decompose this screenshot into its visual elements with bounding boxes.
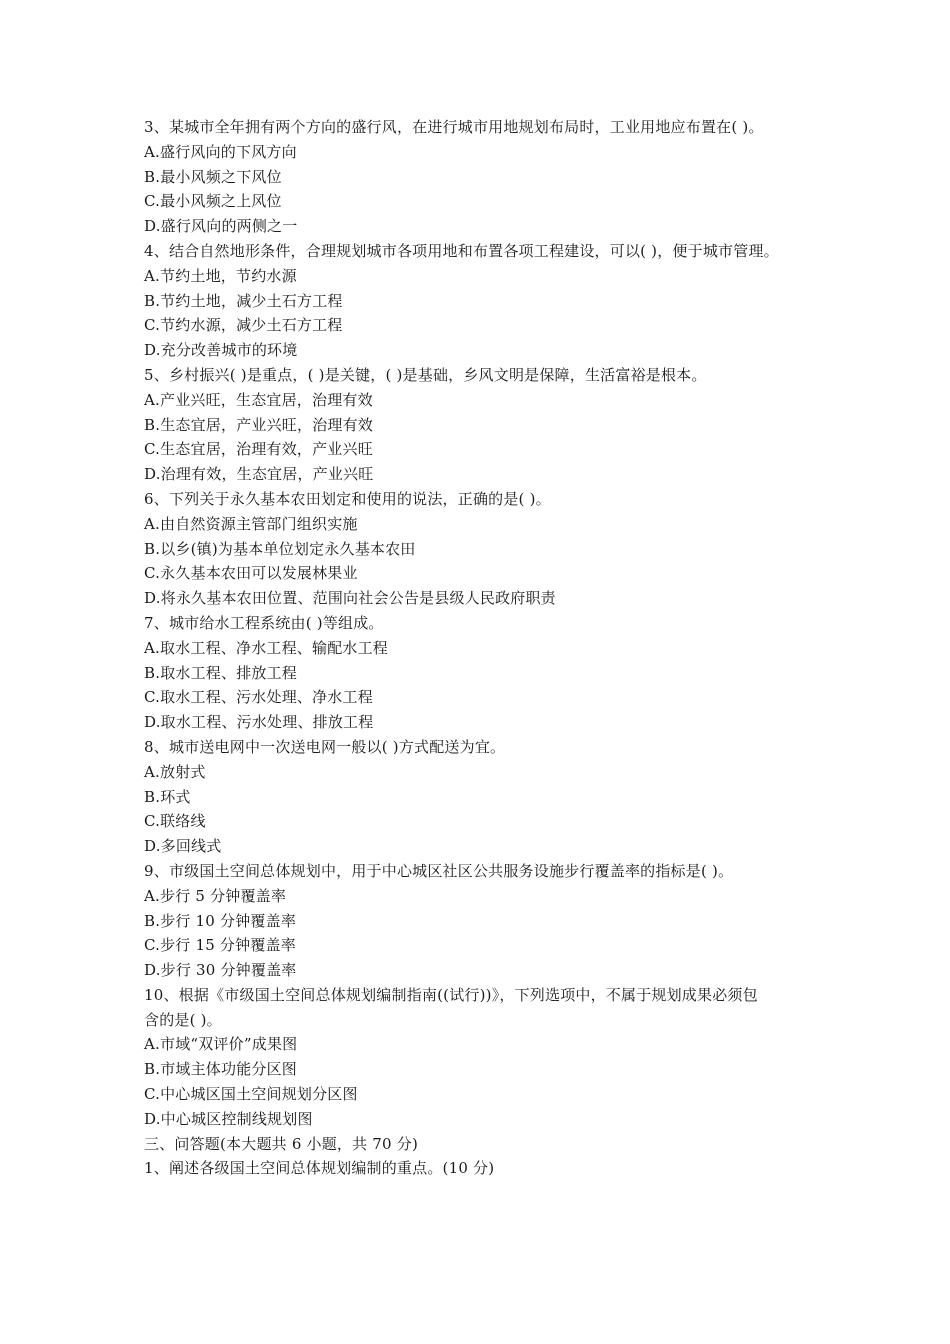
question-9-stem: 9、市级国土空间总体规划中，用于中心城区社区公共服务设施步行覆盖率的指标是( )。 xyxy=(144,861,734,880)
question-4-stem: 4、结合自然地形条件，合理规划城市各项用地和布置各项工程建设，可以( )，便于城市管理。 xyxy=(144,241,779,260)
question-6-option-b: B.以乡(镇)为基本单位划定永久基本农田 xyxy=(144,539,416,558)
question-9-option-c: C.步行 15 分钟覆盖率 xyxy=(144,936,296,955)
question-6-option-a: A.由自然资源主管部门组织实施 xyxy=(144,514,358,533)
question-9-option-d: D.步行 30 分钟覆盖率 xyxy=(144,961,297,980)
question-5-option-d: D.治理有效，生态宜居，产业兴旺 xyxy=(144,465,374,484)
question-4-option-a: A.节约土地，节约水源 xyxy=(144,266,297,285)
question-4-option-d: D.充分改善城市的环境 xyxy=(144,341,298,360)
question-10-option-d: D.中心城区控制线规划图 xyxy=(144,1109,313,1128)
question-10-stem-line-2: 含的是( )。 xyxy=(144,1010,222,1029)
question-8-option-a: A.放射式 xyxy=(144,762,206,781)
question-7-option-d: D.取水工程、污水处理、排放工程 xyxy=(144,713,374,732)
document-page xyxy=(144,115,824,1181)
question-5-option-c: C.生态宜居，治理有效，产业兴旺 xyxy=(144,440,373,459)
question-3-option-c: C.最小风频之上风位 xyxy=(144,192,282,211)
question-3-option-b: B.最小风频之下风位 xyxy=(144,167,282,186)
question-8-option-d: D.多回线式 xyxy=(144,837,222,856)
question-3-stem: 3、某城市全年拥有两个方向的盛行风，在进行城市用地规划布局时，工业用地应布置在( )。 xyxy=(144,118,764,136)
question-9-option-b: B.步行 10 分钟覆盖率 xyxy=(144,911,297,930)
question-5-stem: 5、乡村振兴( )是重点，( )是关键，( )是基础，乡风文明是保障，生活富裕是根本。 xyxy=(144,365,707,384)
question-10-option-b: B.市域主体功能分区图 xyxy=(144,1060,297,1079)
question-3-option-d: D.盛行风向的两侧之一 xyxy=(144,217,298,236)
question-8-option-b: B.环式 xyxy=(144,787,191,806)
section-heading: 三、问答题(本大题共 6 小题，共 70 分) xyxy=(144,1134,419,1153)
question-8-option-c: C.联络线 xyxy=(144,812,206,831)
question-4-option-c: C.节约水源，减少土石方工程 xyxy=(144,316,343,335)
question-6-stem: 6、下列关于永久基本农田划定和使用的说法，正确的是( )。 xyxy=(144,489,551,508)
essay-question-1: 1、阐述各级国土空间总体规划编制的重点。(10 分) xyxy=(144,1159,495,1178)
question-10-option-a: A.市域“双评价”成果图 xyxy=(144,1035,298,1054)
question-4-option-b: B.节约土地，减少土石方工程 xyxy=(144,291,343,310)
question-5-option-a: A.产业兴旺，生态宜居，治理有效 xyxy=(144,390,373,409)
question-8-stem: 8、城市送电网中一次送电网一般以( )方式配送为宜。 xyxy=(144,737,506,756)
question-9-option-a: A.步行 5 分钟覆盖率 xyxy=(144,886,287,905)
question-7-stem: 7、城市给水工程系统由( )等组成。 xyxy=(144,613,384,632)
question-7-option-a: A.取水工程、净水工程、输配水工程 xyxy=(144,638,389,657)
question-7-option-b: B.取水工程、排放工程 xyxy=(144,663,297,682)
question-10-option-c: C.中心城区国土空间规划分区图 xyxy=(144,1085,358,1104)
question-6-option-d: D.将永久基本农田位置、范围向社会公告是县级人民政府职责 xyxy=(144,589,556,608)
question-3-option-a: A.盛行风向的下风方向 xyxy=(144,142,297,161)
question-5-option-b: B.生态宜居，产业兴旺，治理有效 xyxy=(144,415,373,434)
question-6-option-c: C.永久基本农田可以发展林果业 xyxy=(144,564,358,583)
question-7-option-c: C.取水工程、污水处理、净水工程 xyxy=(144,688,373,707)
question-10-stem-line-1: 10、根据《市级国土空间总体规划编制指南((试行))》，下列选项中，不属于规划成果必须包 xyxy=(144,985,758,1004)
